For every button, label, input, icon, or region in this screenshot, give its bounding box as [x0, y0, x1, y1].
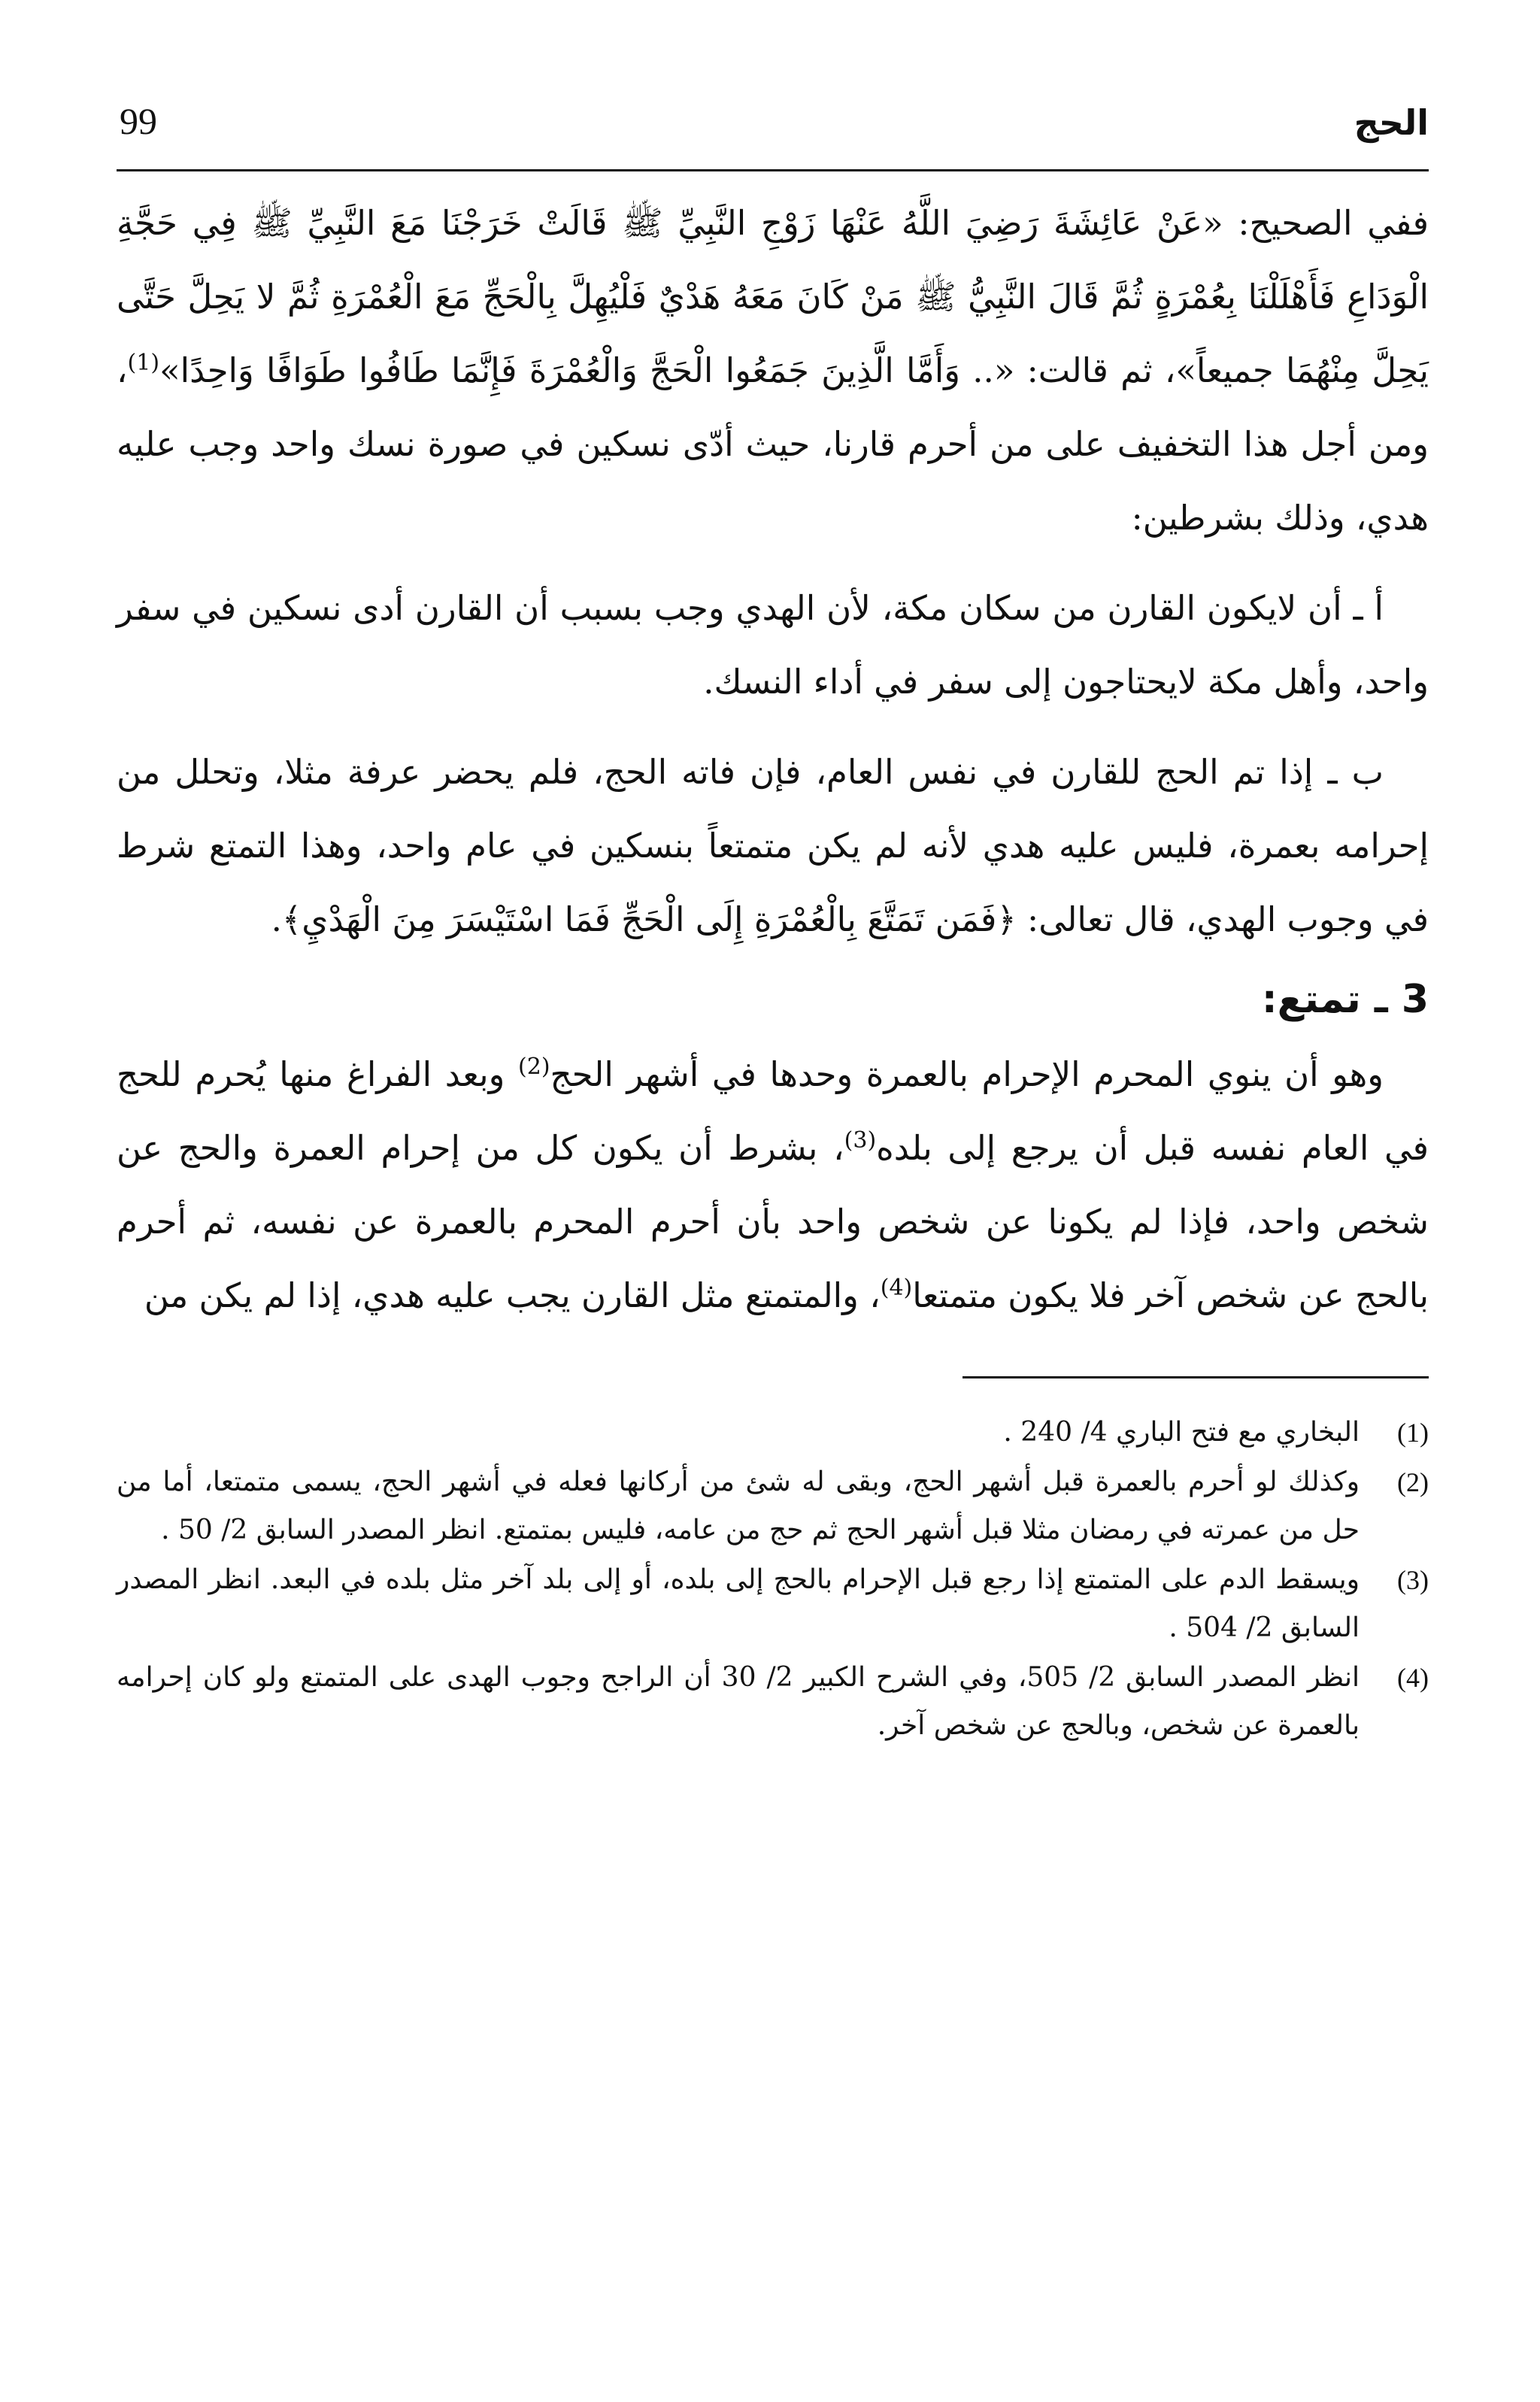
footnote-number: (4) [1397, 1663, 1429, 1693]
chapter-title: الحج [1354, 102, 1429, 143]
footnote-ref-4: (4) [880, 1275, 913, 1301]
book-page [117, 89, 1429, 1751]
tamattu-text-2: وبعد الفراغ منها يُحرم للحج في العام نفسه قبل أن يرجع إلى بلده [117, 1054, 1429, 1168]
footnote-separator [962, 1376, 1429, 1378]
footnote-item [117, 1409, 1429, 1457]
intro-paragraph [117, 187, 1429, 555]
footnote-ref-2: (2) [518, 1054, 550, 1080]
footnote-item [117, 1458, 1429, 1554]
tamattu-paragraph [117, 1038, 1429, 1333]
footnote-ref-3: (3) [844, 1127, 877, 1154]
footnote-number: (1) [1397, 1418, 1429, 1448]
footnote-number: (3) [1397, 1565, 1429, 1595]
footnote-item [117, 1654, 1429, 1750]
footnote-text: انظر المصدر السابق 2/ 505، وفي الشرح الكبير 2/ 30 أن الراجح وجوب الهدى على المتمتع ولو كان إحرامه بالعمرة عن شخص، وبالحج عن شخص آخر. [117, 1662, 1360, 1741]
intro-text-end: ، ومن أجل هذا التخفيف على من أحرم قارنا، حيث أدّى نسكين في صورة نسك واحد وجب عليه هدي، وذلك بشرطين: [117, 350, 1429, 538]
condition-a-paragraph: أ ـ أن لايكون القارن من سكان مكة، لأن الهدي وجب بسبب أن القارن أدى نسكين في سفر واحد، وأهل مكة لايحتاجون إلى سفر في أداء النسك. [117, 588, 1429, 702]
header-rule [117, 169, 1429, 171]
running-head [117, 89, 1429, 171]
footnote-number: (2) [1397, 1467, 1429, 1497]
footnotes-list [117, 1409, 1429, 1750]
condition-b-paragraph: ب ـ إذا تم الحج للقارن في نفس العام، فإن فاته الحج، فلم يحضر عرفة مثلا، وتحلل من إحرامه بعمرة، فليس عليه هدي لأنه لم يكن متمتعاً بنسكين في عام واحد، وهذا التمتع شرط في وجوب الهدي، قال تعالى: ﴿فَمَن تَمَتَّعَ بِالْعُمْرَةِ إِلَى الْحَجِّ فَمَا اسْتَيْسَرَ مِنَ الْهَدْيِ﴾. [117, 752, 1429, 939]
section-heading-tamattu: 3 ـ تمتع: [1261, 977, 1429, 1022]
footnote-text: وكذلك لو أحرم بالعمرة قبل أشهر الحج، وبقى له شئ من أركانها فعله في أشهر الحج، يسمى متمتعا، أما من حل من عمرته في رمضان مثلا قبل أشهر الحج ثم حج من عامه، فليس بمتمتع. انظر المصدر السابق 2/ 50 . [117, 1466, 1360, 1545]
intro-text: ففي الصحيح: «عَنْ عَائِشَةَ رَضِيَ اللَّهُ عَنْهَا زَوْجِ النَّبِيِّ ﷺ قَالَتْ خَرَجْنَا مَعَ النَّبِيِّ ﷺ فِي حَجَّةِ الْوَدَاعِ فَأَهْلَلْنَا بِعُمْرَةٍ ثُمَّ قَالَ النَّبِيُّ ﷺ مَنْ كَانَ مَعَهُ هَدْيٌ فَلْيُهِلَّ بِالْحَجِّ مَعَ الْعُمْرَةِ ثُمَّ لا يَحِلَّ حَتَّى يَحِلَّ مِنْهُمَا جميعاً»، ثم قالت: «.. وَأَمَّا الَّذِينَ جَمَعُوا الْحَجَّ وَالْعُمْرَةَ فَإِنَّمَا طَافُوا طَوَافًا وَاحِدًا» [117, 203, 1429, 390]
page-number: 99 [120, 100, 157, 142]
footnote-text: ويسقط الدم على المتمتع إذا رجع قبل الإحرام بالحج إلى بلده، أو إلى بلد آخر مثل بلده في البعد. انظر المصدر السابق 2/ 504 . [117, 1564, 1360, 1643]
footnote-ref-1: (1) [127, 350, 160, 376]
tamattu-text-4: ، والمتمتع مثل القارن يجب عليه هدي، إذا لم يكن من [144, 1275, 881, 1315]
tamattu-text-3: ، بشرط أن يكون كل من إحرام العمرة والحج عن شخص واحد، فإذا لم يكونا عن شخص واحد بأن أحرم المحرم بالعمرة عن نفسه، ثم أحرم بالحج عن شخص آخر فلا يكون متمتعا [117, 1128, 1429, 1315]
footnote-item [117, 1556, 1429, 1652]
footnote-text: البخاري مع فتح الباري 4/ 240 . [1003, 1417, 1360, 1448]
tamattu-text-1: وهو أن ينوي المحرم الإحرام بالعمرة وحدها في أشهر الحج [550, 1054, 1384, 1094]
